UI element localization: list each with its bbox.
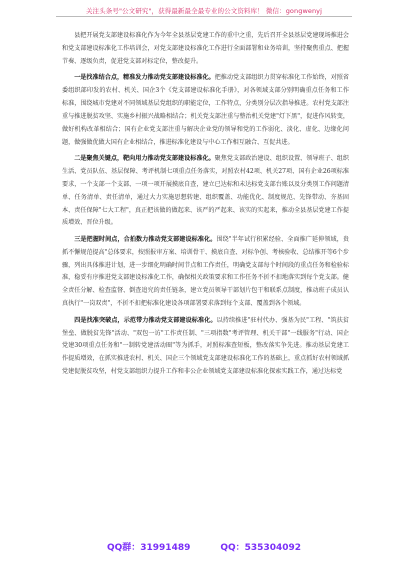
paragraph-text: 把推动党支部组织力贯穿标准化工作始终，对照省委组织部印发的农村、机关、国企3个《党支部建设标准化手册》，对各领域支部分别明确重点任务和工作标准，围绕城市党建对不同领域基层党组织的职能定位，工作特点，分类别分层次指导推进。农村党支部注重与推进脱贫攻坚、实施乡村振兴战略相结合；机关党支部注重与整治机关党建"灯下黑"，促进作风转变，做好机构改革相结合；国有企业党支部注重与解决企业党的领导和党的工作弱化、淡化、虚化、边缘化问题，做强做优做大国有企业相结合，推进标准化建设与中心工作相互融合、互促共进。 (62, 74, 350, 146)
document-body (62, 30, 349, 383)
paragraph-text: 聚焦党支部政治建设、组织设置、领导班子、组织生活、党员队伍、基层保障、考评机制七项重点任务落实，对照农村42项、机关27项、国有企业26项标准要求，一个支部一个支部、一项一项开展摸底自查，建立已达标和未达标党支部台账以及分类别工作问题清单、任务清单、责任清单，通过大力实施思想转建、组织覆盖、功能优化、制度规范、先锋带动、夯基固本、责任保障"七大工程"，真正把该做的做起来、该严的严起来、该实的实起来，推动全县基层党建工作提质增效、晋位升级。 (62, 154, 350, 227)
page-header-notice: 关注头条号"公文研究"，获得最新最全最专业的公文资料库！ 微信：gongwenyj (85, 7, 323, 15)
paragraph-point-2 (62, 153, 349, 230)
qq-group-contact: QQ群：31991489 (106, 543, 191, 553)
header-divider (56, 16, 352, 17)
qq-contact: QQ：535304092 (220, 543, 302, 553)
paragraph-text: 县把开展党支部建设标准化作为今年全县基层党建工作的重中之重，先后召开全县基层党建现场推进会和党支部建设标准化工作培训会，对党支部建设标准化工作进行全面部署和业务培训，坚持聚焦重点、把握节奏、逐级负责，促进党支部对标定位，整改提升。 (62, 32, 349, 65)
paragraph-text: 围绕"半年试行积累经验、全面推广延伸领域，贵抓不懈规范提高"总体要求，按照报审方案、培训骨干、摸底自查、对标争创、考核验收、总结推开等6个步骤，列出具体推进计划，进一步细化明确时间节点和工作责任，明确党支部每个时间段的重点任务和检验标准，稳妥有序推进党支部建设标准化工作，确保相关政策要求和工作任务不折不扣地落实到每个党支部。健全责任分解、检查监督、倒查追究的责任链条，建立党员领导干部划片包干和联系点制度，推动班子成员认真执行"一岗双责"，不折不扣把标准化建设各项部署要求落到每个支部、覆盖到各个领域。 (62, 235, 349, 308)
point-heading: 二是聚焦关键点，靶向用力推动党支部建设标准化。 (74, 154, 215, 162)
point-heading: 一是找准结合点，精准发力推动党支部建设标准化。 (74, 74, 215, 82)
paragraph-intro (62, 30, 349, 69)
point-heading: 三是把握时间点，合拍数力推动党支部建设标准化。 (74, 235, 217, 243)
point-heading: 四是找准突破点，示范带力推动党支部建设标准化。 (74, 316, 217, 324)
paragraph-text: 以持续推进"驻村代办、强基为民"工程、"筑扶贫堡垒、做脱贫先锋"活动、"双包一访"工作责任制、"三项指数"考评管理、机关干部"一线服务"行动、国企党建30项重点任务和"一制转党建活动圈"等为抓手，对照标准查短板，整改落实争先进。推动基层党建工作提质增效，在抓实推进农村、机关、国企三个领域党支部建设标准化工作的基础上，重点抓好农村领域抓党建促脱贫攻坚，村党支部组织力提升工作和非公企业领域党支部建设标准化探索实践工作，通过达标党 (62, 316, 349, 376)
paragraph-point-4 (62, 315, 349, 380)
paragraph-point-1 (62, 72, 349, 149)
page-footer (0, 540, 408, 553)
paragraph-point-3 (62, 234, 349, 311)
